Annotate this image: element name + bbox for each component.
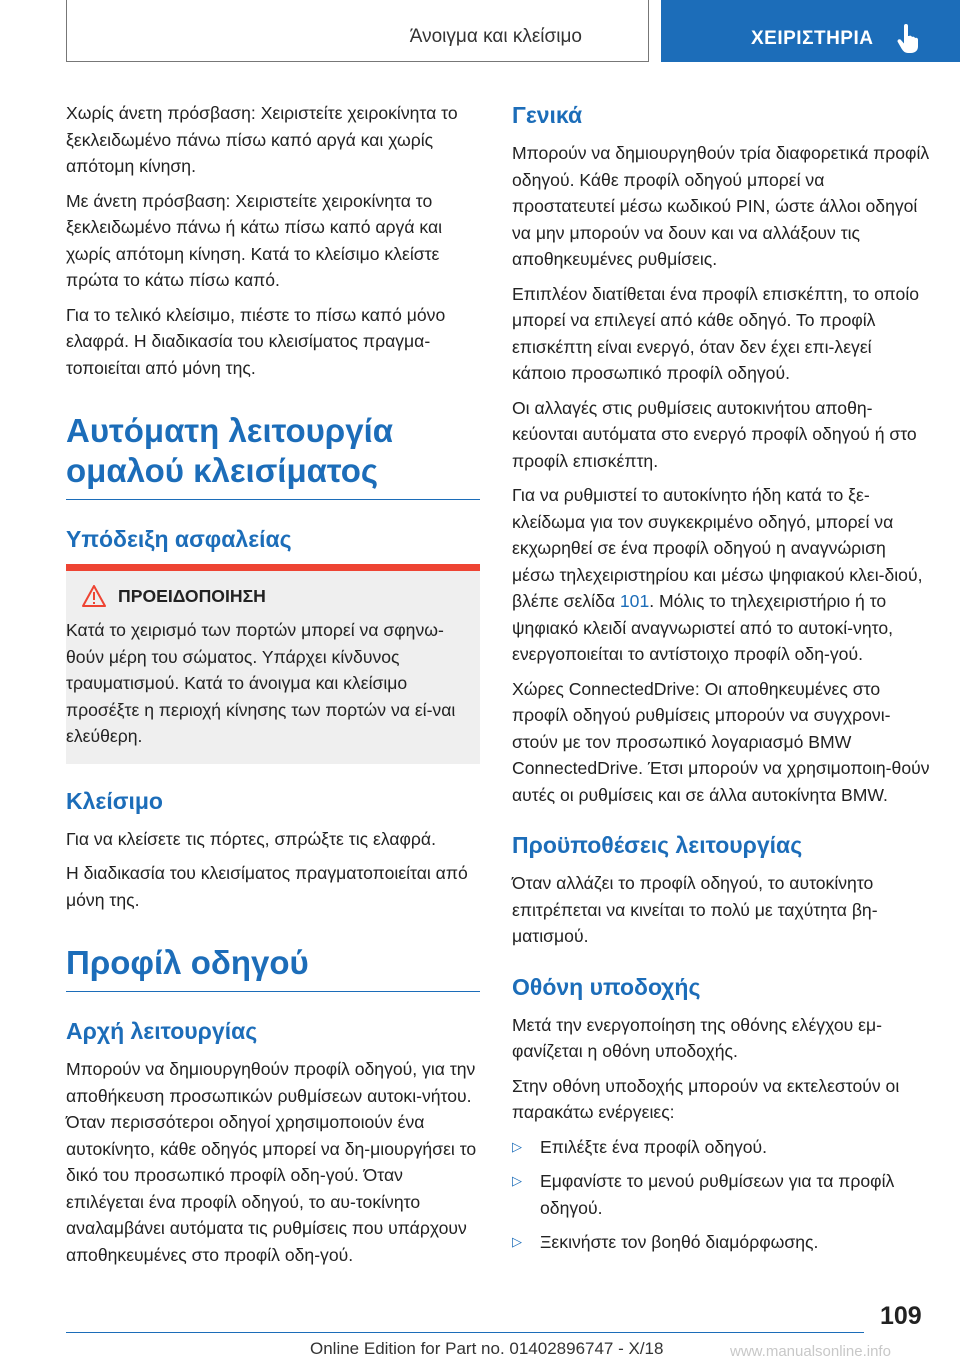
- header-chapter-tab[interactable]: [661, 0, 960, 62]
- paragraph: Χωρίς άνετη πρόσβαση: Χειριστείτε χειροκίνητα το ξεκλειδωμένο πάνω πίσω καπό αργά και χωρίς απότομη κίνηση.: [66, 103, 458, 176]
- header-section-box: [66, 0, 649, 62]
- right-column: [512, 100, 930, 1264]
- paragraph: Επιπλέον διατίθεται ένα προφίλ επισκέπτη, το οποίο μπορεί να επιλεγεί από κάθε οδηγό. Το προφίλ επισκέπτη είναι ενεργό, όταν δεν έχει επι-λεγεί κάποιο προσωπικό προφίλ οδηγού.: [512, 283, 920, 383]
- subheading-closing: Κλείσιμο: [66, 787, 163, 814]
- paragraph: Μπορούν να δημιουργηθούν προφίλ οδηγού, για την αποθήκευση προσωπικών ρυθμίσεων αυτοκι-νήτου. Όταν περισσότεροι οδηγοί χρησιμοποιούν ένα αυτοκίνητο, κάθε οδηγός μπορεί να δη-μιουργήσει το δικό του προσωπικό προφίλ οδη-γού. Όταν επιλέγεται ένα προφίλ οδηγού, το αυ-τοκίνητο αναλαμβάνει αυτόματα τις ρυθμίσεις που υπάρχουν αποθηκευμένες στο προφίλ οδη-γού.: [66, 1059, 477, 1265]
- list-item: [512, 1168, 930, 1221]
- text-run: Για να ρυθμιστεί το αυτοκίνητο ήδη κατά το ξε-κλείδωμα για τον συγκεκριμένο οδηγό, μπορεί να εκχωρηθεί σε ένα προφίλ οδηγού η αναγνώριση μέσω τηλεχειριστηρίου και μέσω ψηφιακού κλει-διού, βλέπε σελίδα: [512, 485, 923, 611]
- warning-text: Κατά το χειρισμό των πορτών μπορεί να σφηνω-θούν μέρη του σώματος. Υπάρχει κίνδυνος τραυματισμού. Κατά το άνοιγμα και κλείσιμο προσέξτε η περιοχή κίνησης των πορτών να εί-ναι ελεύθερη.: [66, 620, 456, 746]
- subheading-welcome-screen: Οθόνη υποδοχής: [512, 973, 701, 1000]
- paragraph: Στην οθόνη υποδοχής μπορούν να εκτελεστούν οι παρακάτω ενέργειες:: [512, 1075, 900, 1122]
- paragraph: Για το τελικό κλείσιμο, πιέστε το πίσω καπό μόνο ελαφρά. Η διαδικασία του κλεισίματος πραγμα-τοποιείται από μόνη της.: [66, 304, 446, 378]
- hand-pointer-icon: [895, 24, 921, 54]
- paragraph: Χώρες ConnectedDrive: Οι αποθηκευμένες στο προφίλ οδηγού ρυθμίσεις μπορούν να συγχρονι-στούν με τον προσωπικό λογαριασμό BMW ConnectedDrive. Έτσι μπορούν να χρησιμοποιη-θούν αυτές οι ρυθμίσεις και σε άλλα αυτοκίνητα BMW.: [512, 678, 930, 805]
- footer-divider: [66, 1332, 864, 1333]
- subheading-safety: Υπόδειξη ασφαλείας: [66, 526, 292, 552]
- left-column: [66, 100, 480, 1276]
- triangle-bullet-icon: ▷: [512, 1138, 522, 1154]
- list-item-text: Ξεκινήστε τον βοηθό διαμόρφωσης.: [540, 1232, 819, 1252]
- footer-edition-text: Online Edition for Part no. 01402896747 - X/18: [310, 1339, 664, 1358]
- paragraph: Οι αλλαγές στις ρυθμίσεις αυτοκινήτου αποθη-κεύονται αυτόματα στο ενεργό προφίλ οδηγού ή στο προφίλ επισκέπτη.: [512, 397, 917, 471]
- warning-title: [66, 585, 470, 607]
- list-item: [512, 1229, 930, 1256]
- section-heading-auto-soft-close: Αυτόματη λειτουργία ομαλού κλεισίματος: [66, 411, 480, 500]
- paragraph: Η διαδικασία του κλεισίματος πραγματοποιείται από μόνη της.: [66, 863, 468, 910]
- triangle-bullet-icon: ▷: [512, 1234, 522, 1249]
- subheading-prerequisites: Προϋποθέσεις λειτουργίας: [512, 832, 803, 858]
- warning-box: [66, 564, 480, 764]
- list-item: [512, 1134, 930, 1161]
- warning-triangle-icon: [82, 585, 106, 607]
- header-chapter-label: ΧΕΙΡΙΣΤΗΡΙΑ: [751, 28, 874, 49]
- page-reference-link[interactable]: 101: [619, 591, 650, 611]
- paragraph: Όταν αλλάζει το προφίλ οδηγού, το αυτοκίνητο επιτρέπεται να κινείται το πολύ με ταχύτητα βη-ματισμού.: [512, 873, 878, 946]
- subheading-principle: Αρχή λειτουργίας: [66, 1018, 258, 1044]
- header-section-title: Άνοιγμα και κλείσιμο: [409, 26, 582, 47]
- paragraph-with-link: [512, 482, 930, 668]
- page-number: 109: [880, 1302, 922, 1330]
- paragraph: Μετά την ενεργοποίηση της οθόνης ελέγχου εμ-φανίζεται η οθόνη υποδοχής.: [512, 1014, 882, 1061]
- watermark: www.manualsonline.info: [730, 1343, 891, 1360]
- paragraph: Για να κλείσετε τις πόρτες, σπρώξτε τις ελαφρά.: [66, 828, 436, 849]
- paragraph: Μπορούν να δημιουργηθούν τρία διαφορετικά προφίλ οδηγού. Κάθε προφίλ οδηγού μπορεί να προστατευτεί μέσω κωδικού PIN, ώστε άλλοι οδηγοί να μην μπορούν να δουν και να αλλάξουν τις αποθηκευμένες ρυθμίσεις.: [512, 143, 930, 269]
- section-heading-driver-profile: Προφίλ οδηγού: [66, 943, 480, 992]
- subheading-general: Γενικά: [512, 102, 583, 128]
- triangle-bullet-icon: ▷: [512, 1173, 522, 1188]
- warning-label: ΠΡΟΕΙΔΟΠΟΙΗΣΗ: [118, 585, 266, 606]
- list-item-text: Εμφανίστε το μενού ρυθμίσεων για τα προφίλ οδηγού.: [540, 1171, 895, 1218]
- text-run: . Μόλις το τηλεχειριστήριο ή το ψηφιακό κλειδί αναγνωριστεί από το αυτοκί-νητο, ενεργοποιείται το αντίστοιχο προφίλ οδη-γού.: [512, 591, 893, 664]
- paragraph: Με άνετη πρόσβαση: Χειριστείτε χειροκίνητα το ξεκλειδωμένο πάνω ή κάτω πίσω καπό αργά και χωρίς απότομη κίνηση. Κατά το κλείσιμο κλείστε πρώτα το κάτω πίσω καπό.: [66, 190, 443, 290]
- list-item-text: Επιλέξτε ένα προφίλ οδηγού.: [540, 1136, 768, 1157]
